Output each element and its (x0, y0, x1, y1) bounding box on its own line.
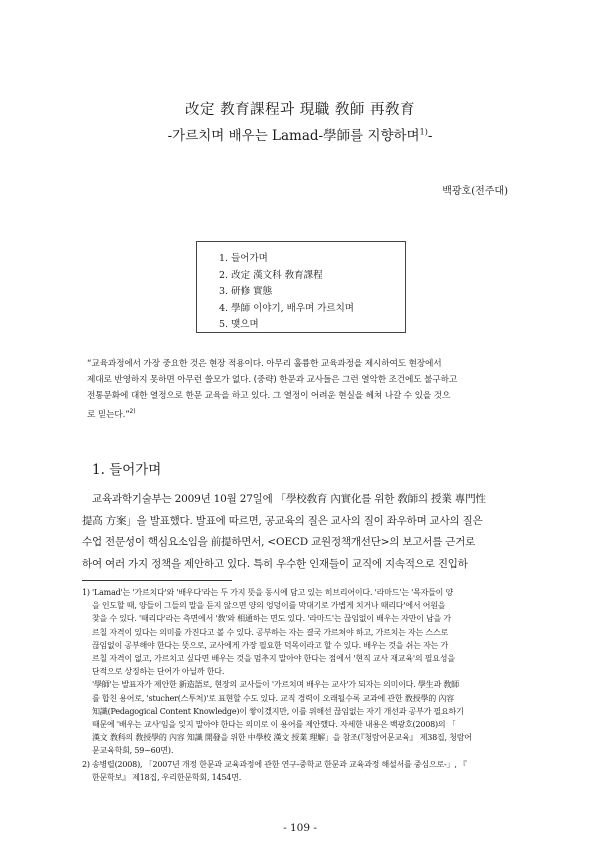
toc-item: 1. 들어가며 (219, 253, 268, 264)
quote-line-text: 로 믿는다.” (87, 409, 130, 420)
toc-item: 4. 學師 이야기, 배우며 가르치며 (219, 302, 354, 314)
quote-line (87, 404, 519, 423)
toc-item: 3. 研修 實態 (219, 286, 273, 297)
footnote-line: 한문학보』 제18집, 우리한문학회, 1454면. (92, 772, 242, 782)
paper-title: 改定 教育課程과 現職 敎師 再敎育 (185, 102, 415, 118)
body-line: 提高 方案」을 발표했다. 발표에 따르면, 공교육의 질은 교사의 질이 좌우하며 교사의 질은 (82, 514, 483, 527)
footnote-line: 송병렬(2008), 「2007년 개정 한문과 교육과정에 관한 연구-중학교 한문과 교육과정 해설서를 중심으로-」, 『 (92, 759, 467, 769)
body-text (82, 489, 516, 576)
footnote-line: 단적으로 상징하는 단어가 아닐까 한다. (92, 667, 225, 677)
footnote-line: 찾을 수 있다. '때리다'라는 측면에서 '敎'와 相通하는 면도 있다. '라마드'는 끊임없이 배우는 자만이 남을 가 (92, 614, 451, 624)
footnote-line: 을 인도할 때, 양들이 그들의 말을 듣지 않으면 양의 엉덩이를 막대기로 가볍게 치거나 때리다'에서 어원을 (92, 601, 446, 611)
footnote-line: 문교육학회, 59~60면). (92, 746, 174, 756)
footnote-line: 끊임없이 공부해야 한다는 뜻으로, 교사에게 가장 필요한 덕목이라고 할 수 있다. 배우는 것을 쉬는 자는 가 (92, 640, 449, 650)
epigraph-quote (87, 356, 519, 423)
footnote-line: 를 합친 용어로, 'stucher(스투처)'로 표현할 수도 있다. 교직 경력이 오래될수록 교과에 관한 敎授學的 內容 (92, 693, 454, 703)
footnote-line: 르칠 자격이 있다는 의미를 가진다고 볼 수 있다. 공부하는 자는 결국 가르쳐야 하고, 가르치는 자는 스스로 (92, 627, 449, 637)
section-heading: 1. 들어가며 (92, 462, 162, 478)
toc-item: 5. 맺으며 (219, 319, 259, 330)
quote-line: 제대로 반영하지 못하면 아무런 쓸모가 없다. (중략) 한문과 교사들은 그런 열악한 조건에도 불구하고 (87, 375, 458, 385)
footnote (82, 586, 518, 758)
footnote-line: 'Lamad'는 '가르치다'와 '배우다'라는 두 가지 뜻을 동시에 담고 있는 히브리어이다. '라마드'는 '목자들이 양 (92, 588, 454, 597)
footnote (82, 758, 518, 784)
footnotes (82, 586, 518, 784)
footnote-line: '學師'는 발표자가 제안한 新造語로, 현장의 교사들이 '가르치며 배우는 교사'가 되자는 의미이다. 學生과 敎師 (92, 680, 459, 690)
page-number: - 109 - (283, 822, 317, 834)
footnote-number: 2) (82, 759, 90, 769)
subtitle-end: - (427, 128, 433, 144)
table-of-contents (196, 241, 406, 333)
footnote-line: 때문에 '배우는 교사'임을 잊지 말아야 한다는 의미로 이 용어를 제안했다. 자세한 내용은 백광호(2008)의 「 (92, 720, 456, 730)
toc-item: 2. 改定 漢文科 敎育課程 (219, 269, 323, 281)
footnote-number: 1) (82, 588, 90, 597)
subtitle-text: -가르치며 배우는 Lamad-學師를 지향하며 (167, 128, 420, 144)
footnote-line: 르칠 자격이 없고, 가르치고 싶다면 배우는 것을 멈추지 말아야 한다는 점에서 '현직 교사 재교육'의 필요성을 (92, 654, 455, 664)
quote-line: 전통문화에 대한 열정으로 한문 교육을 하고 있다. 그 열정이 어려운 현실을 헤쳐 나갈 수 있을 것으 (87, 391, 451, 401)
footnote-divider (82, 580, 232, 581)
author-affiliation: 백광호(전주대) (442, 186, 508, 197)
body-line: 하여 여러 가지 정책을 제안하고 있다. 특히 우수한 인재들이 교직에 지속적으로 진입하 (82, 558, 468, 571)
quote-footnote-ref[interactable]: 2) (129, 408, 136, 415)
paper-subtitle (0, 124, 600, 144)
footnote-line: 知識(Pedagogical Content Knowledge)이 쌓이겠지만, 이를 위해선 끊임없는 자기 개선과 공부가 필요하기 (92, 706, 464, 716)
footnote-line: 漢文 敎科의 敎授學的 內容 知識 開發을 위한 中學校 漢文 授業 理解」을 참조(『청람어문교육』 제38집, 청람어 (92, 733, 472, 743)
quote-line: “교육과정에서 가장 중요한 것은 현장 적용이다. 아무리 훌륭한 교육과정을 제시하여도 현장에서 (87, 359, 442, 369)
body-line: 교육과학기술부는 2009년 10월 27일에 「學校敎育 內實化를 위한 敎師의 授業 專門性 (92, 493, 486, 505)
body-line: 수업 전문성이 핵심요소임을 前提하면서, <OECD 교원정책개선단>의 보고서를 근거로 (82, 536, 476, 549)
subtitle-footnote-ref[interactable]: 1) (419, 127, 428, 137)
